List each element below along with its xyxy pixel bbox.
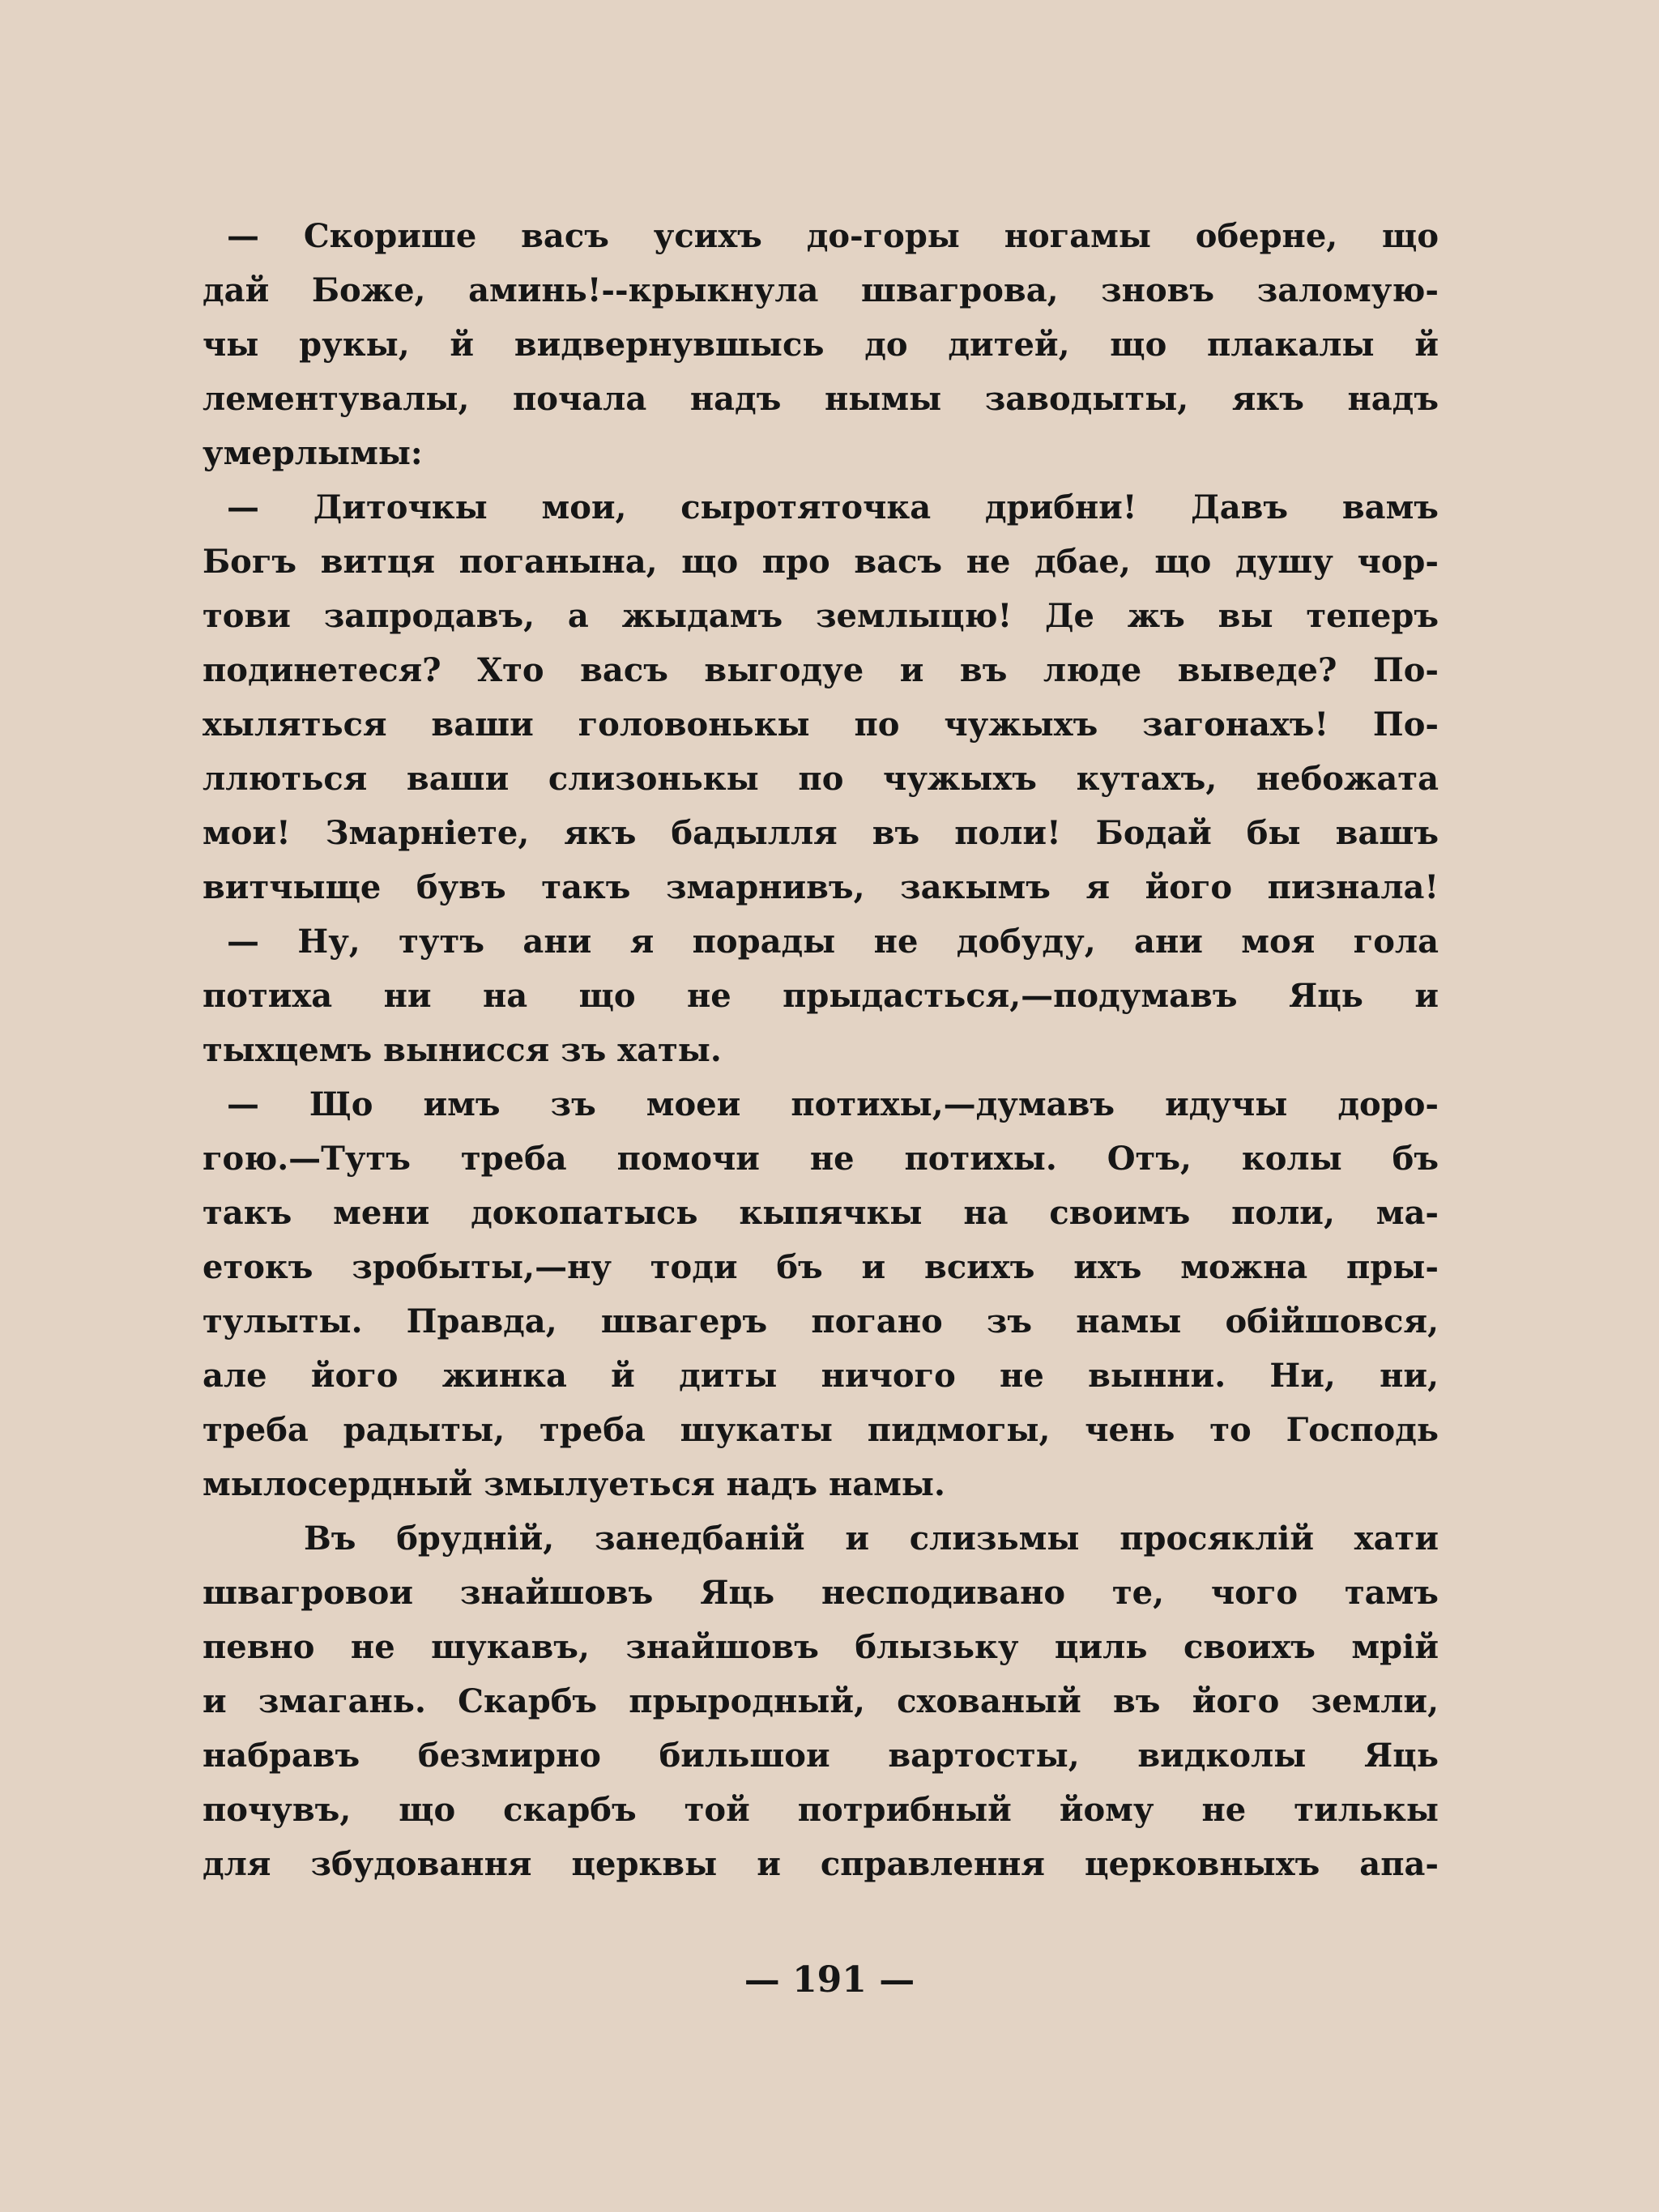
text-line: — Диточкы мои, сыротяточка дрибни! Давъ вамъ xyxy=(227,488,1439,526)
text-line: ллються ваши слизонькы по чужыхъ кутахъ, небожата xyxy=(203,760,1439,798)
text-line: — Скорише васъ усихъ до-горы ногамы оберне, що xyxy=(227,217,1439,255)
text-line: почувъ, що скарбъ той потрибный йому не тилькы xyxy=(203,1791,1439,1829)
text-line: потиха ни на що не прыдасться,—подумавъ Яць и xyxy=(203,977,1439,1015)
text-line: для збудовання церквы и справлення церковныхъ апа- xyxy=(203,1845,1439,1883)
text-line: хыляться ваши головонькы по чужыхъ загонахъ! По- xyxy=(203,705,1439,744)
text-line: — Ну, тутъ ани я порады не добуду, ани моя гола xyxy=(227,923,1439,961)
text-line: певно не шукавъ, знайшовъ блызьку циль своихъ мрій xyxy=(203,1628,1439,1666)
text-line: — Що имъ зъ моеи потихы,—думавъ идучы доро- xyxy=(227,1085,1439,1123)
text-line: набравъ безмирно бильшои вартосты, видколы Яць xyxy=(203,1737,1439,1775)
text-line: тыхцемъ вынисся зъ хаты. xyxy=(203,1031,722,1069)
text-line: чы рукы, й видвернувшысь до дитей, що плакалы й xyxy=(203,326,1439,364)
text-line: тулыты. Правда, швагеръ погано зъ намы обійшовся, xyxy=(203,1302,1439,1340)
text-line: гою.—Тутъ треба помочи не потихы. Отъ, колы бъ xyxy=(203,1140,1439,1178)
text-line: подинетеся? Хто васъ выгодуе и въ люде выведе? По- xyxy=(203,651,1439,689)
body-text xyxy=(203,209,1439,1891)
text-line: витчыще бувъ такъ змарнивъ, закымъ я його пизнала! xyxy=(203,868,1439,906)
text-line: мылосердный змылуеться надъ намы. xyxy=(203,1465,945,1503)
text-line: швагровои знайшовъ Яць несподивано те, чого тамъ xyxy=(203,1574,1439,1612)
text-line: треба радыты, треба шукаты пидмогы, чень то Господь xyxy=(203,1411,1439,1449)
text-line: такъ мени докопатысь кыпячкы на своимъ поли, ма- xyxy=(203,1194,1439,1232)
text-line: тови запродавъ, а жыдамъ землыцю! Де жъ вы теперъ xyxy=(203,597,1439,635)
text-line: Въ брудній, занедбаній и слизьмы просяклій хати xyxy=(304,1519,1439,1558)
text-line: Богъ витця поганына, що про васъ не дбае, що душу чор- xyxy=(203,543,1439,581)
text-line: лементувалы, почала надъ нымы заводыты, якъ надъ xyxy=(203,380,1439,418)
text-line: умерлымы: xyxy=(203,434,423,472)
text-line: и змагань. Скарбъ прыродный, схованый въ його земли, xyxy=(203,1682,1439,1720)
text-line: але його жинка й диты ничого не вынни. Ни, ни, xyxy=(203,1357,1439,1395)
page-number: — 191 — xyxy=(744,1959,915,2001)
text-line: дай Боже, аминь!--крыкнула швагрова, зновъ заломую- xyxy=(203,271,1439,309)
text-line: етокъ зробыты,—ну тоди бъ и всихъ ихъ можна пры- xyxy=(203,1248,1439,1286)
text-line: мои! Змарніете, якъ бадылля въ поли! Бодай бы вашъ xyxy=(203,814,1439,852)
